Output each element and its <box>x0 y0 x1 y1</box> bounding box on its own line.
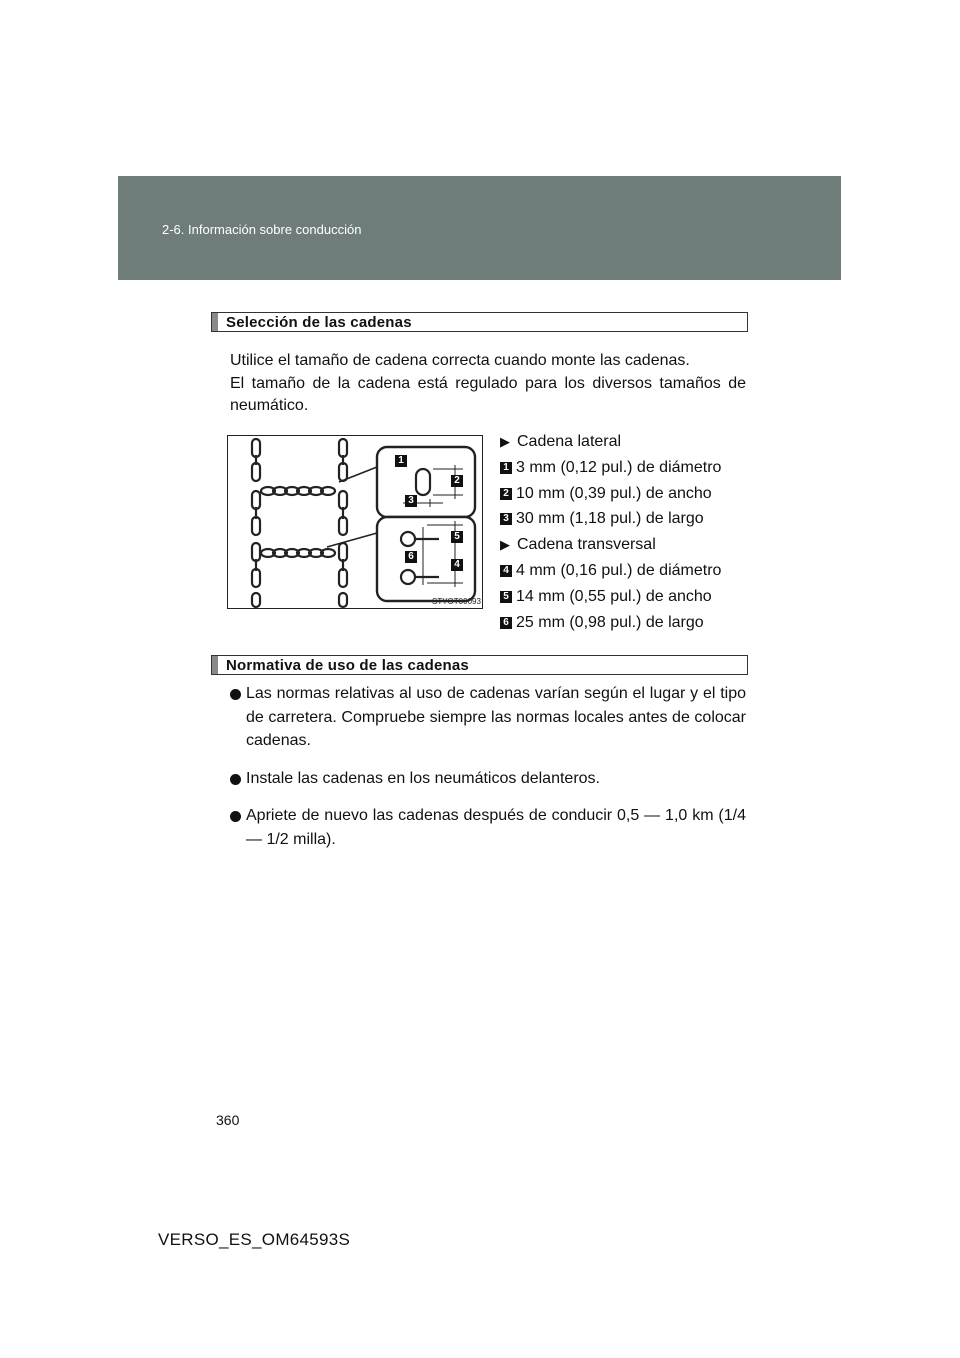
number-badge: 3 <box>500 513 512 525</box>
section-heading-chain-selection <box>211 312 748 332</box>
number-badge: 6 <box>500 617 512 629</box>
list-item: Instale las cadenas en los neumáticos delanteros. <box>230 767 746 791</box>
section-heading-chain-regulations <box>211 655 748 675</box>
heading-bar <box>212 313 218 331</box>
intro-line-1: Utilice el tamaño de cadena correcta cuando monte las cadenas. <box>230 352 690 369</box>
spec-heading-side-chain: ▶ Cadena lateral <box>500 431 760 457</box>
spec-item: 5 14 mm (0,55 pul.) de ancho <box>500 586 760 612</box>
chain-spec-list <box>500 431 760 637</box>
section-breadcrumb: 2-6. Información sobre conducción <box>162 222 362 237</box>
document-code: VERSO_ES_OM64593S <box>158 1230 351 1249</box>
cross-chain-top <box>261 487 335 495</box>
callout-5: 5 <box>451 531 463 543</box>
callout-2: 2 <box>451 475 463 487</box>
callout-6: 6 <box>405 551 417 563</box>
callout-4: 4 <box>451 559 463 571</box>
spec-item: 6 25 mm (0,98 pul.) de largo <box>500 612 760 638</box>
spec-item: 4 4 mm (0,16 pul.) de diámetro <box>500 560 760 586</box>
list-item: Las normas relativas al uso de cadenas varían según el lugar y el tipo de carretera. Compruebe siempre las normas locales antes de colocar cadenas. <box>230 682 746 753</box>
spec-heading-cross-chain: ▶ Cadena transversal <box>500 534 760 560</box>
triangle-icon: ▶ <box>500 434 510 449</box>
section-title: Normativa de uso de las cadenas <box>226 657 469 674</box>
bullet-icon <box>230 811 241 822</box>
regulations-list <box>230 682 746 865</box>
callout-3: 3 <box>405 495 417 507</box>
header-band <box>118 176 841 280</box>
heading-bar <box>212 656 218 674</box>
number-badge: 1 <box>500 462 512 474</box>
section-title: Selección de las cadenas <box>226 314 412 331</box>
triangle-icon: ▶ <box>500 537 510 553</box>
number-badge: 4 <box>500 565 512 577</box>
intro-line-2: El tamaño de la cadena está regulado para los diversos tamaños de neumático. <box>230 375 746 414</box>
spec-item: 2 10 mm (0,39 pul.) de ancho <box>500 483 760 509</box>
callout-1: 1 <box>395 455 407 467</box>
bullet-icon <box>230 774 241 785</box>
chain-illustration <box>227 435 483 609</box>
cross-chain-bottom <box>261 549 335 557</box>
diagram-code: STYOT00093 <box>432 597 481 606</box>
spec-item: 1 3 mm (0,12 pul.) de diámetro <box>500 457 760 483</box>
list-item: Apriete de nuevo las cadenas después de conducir 0,5 — 1,0 km (1/4 — 1/2 milla). <box>230 804 746 851</box>
number-badge: 5 <box>500 591 512 603</box>
number-badge: 2 <box>500 488 512 500</box>
spec-item: 3 30 mm (1,18 pul.) de largo <box>500 508 760 534</box>
chain-diagram <box>227 435 483 609</box>
bullet-icon <box>230 689 241 700</box>
page-number: 360 <box>216 1112 240 1128</box>
